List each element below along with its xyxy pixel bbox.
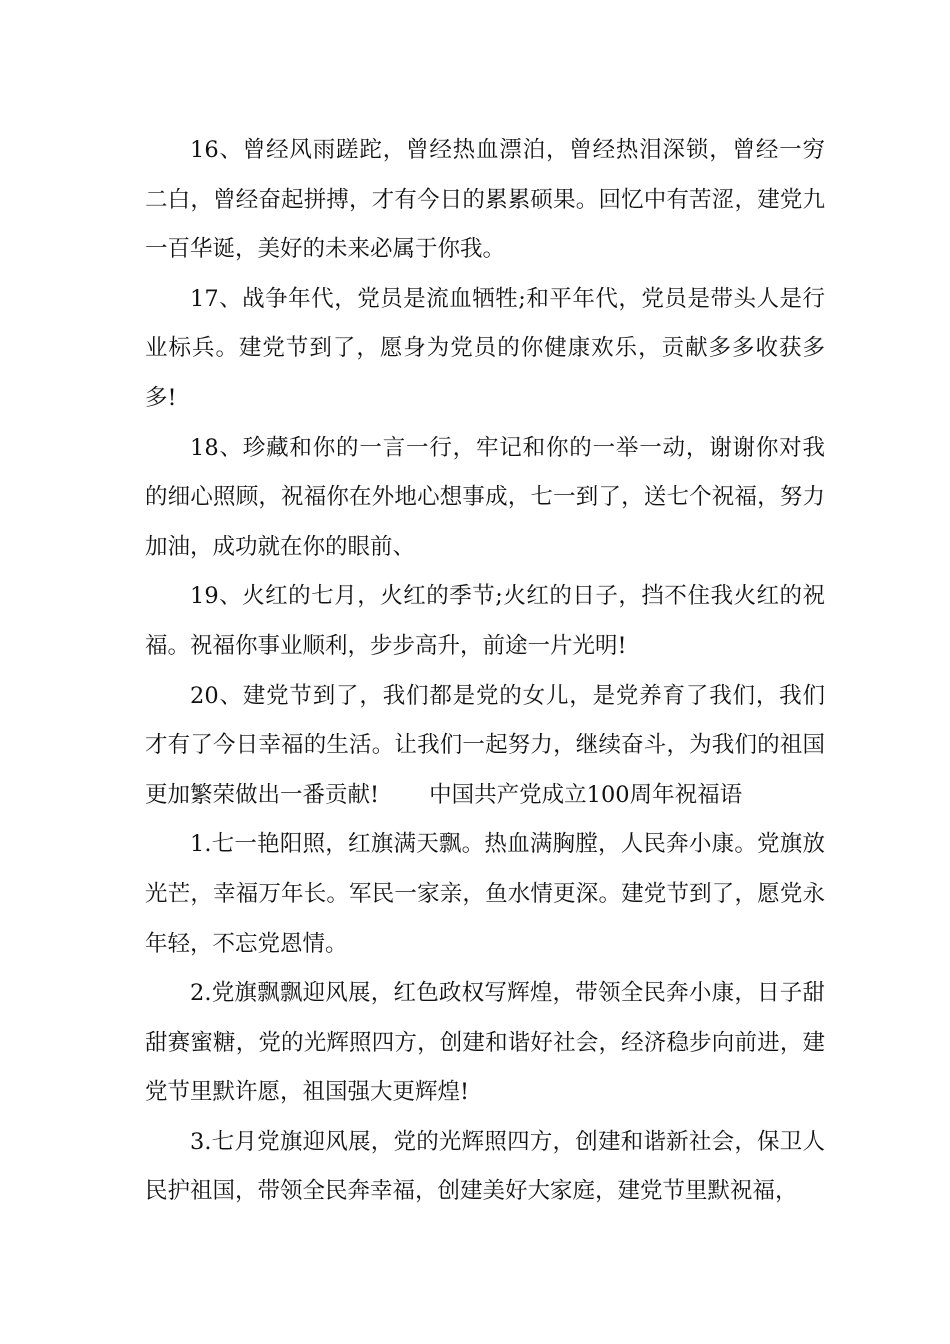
wish-item-2: 2.党旗飘飘迎风展，红色政权写辉煌，带领全民奔小康，日子甜甜赛蜜糖，党的光辉照四方，创建和谐好社会，经济稳步向前进，建党节里默许愿，祖国强大更辉煌!	[145, 980, 825, 1106]
paragraph-20	[145, 672, 825, 821]
paragraph-20-text: 20、建党节到了，我们都是党的女儿，是党养育了我们，我们才有了今日幸福的生活。让我们一起努力，继续奋斗，为我们的祖国更加繁荣做出一番贡献!	[145, 682, 825, 808]
document-body	[145, 126, 825, 1217]
paragraph-16: 16、曾经风雨蹉跎，曾经热血漂泊，曾经热泪深锁，曾经一穷二白，曾经奋起拼搏，才有今日的累累硕果。回忆中有苦涩，建党九一百华诞，美好的未来必属于你我。	[145, 137, 825, 263]
paragraph-18: 18、珍藏和你的一言一行，牢记和你的一举一动，谢谢你对我的细心照顾，祝福你在外地心想事成，七一到了，送七个祝福，努力加油，成功就在你的眼前、	[145, 434, 825, 560]
section-heading-inline	[379, 782, 742, 808]
section-heading-text: 中国共产党成立100周年祝福语	[429, 781, 743, 808]
wish-item-3: 3.七月党旗迎风展，党的光辉照四方，创建和谐新社会，保卫人民护祖国，带领全民奔幸福，创建美好大家庭，建党节里默祝福，	[145, 1128, 825, 1205]
wish-item-1: 1.七一艳阳照，红旗满天飘。热血满胸膛，人民奔小康。党旗放光芒，幸福万年长。军民一家亲，鱼水情更深。建党节到了，愿党永年轻，不忘党恩情。	[145, 831, 825, 957]
paragraph-19: 19、火红的七月，火红的季节;火红的日子，挡不住我火红的祝福。祝福你事业顺利，步步高升，前途一片光明!	[145, 583, 825, 659]
paragraph-17: 17、战争年代，党员是流血牺牲;和平年代，党员是带头人是行业标兵。建党节到了，愿身为党员的你健康欢乐，贡献多多收获多多!	[145, 285, 825, 411]
